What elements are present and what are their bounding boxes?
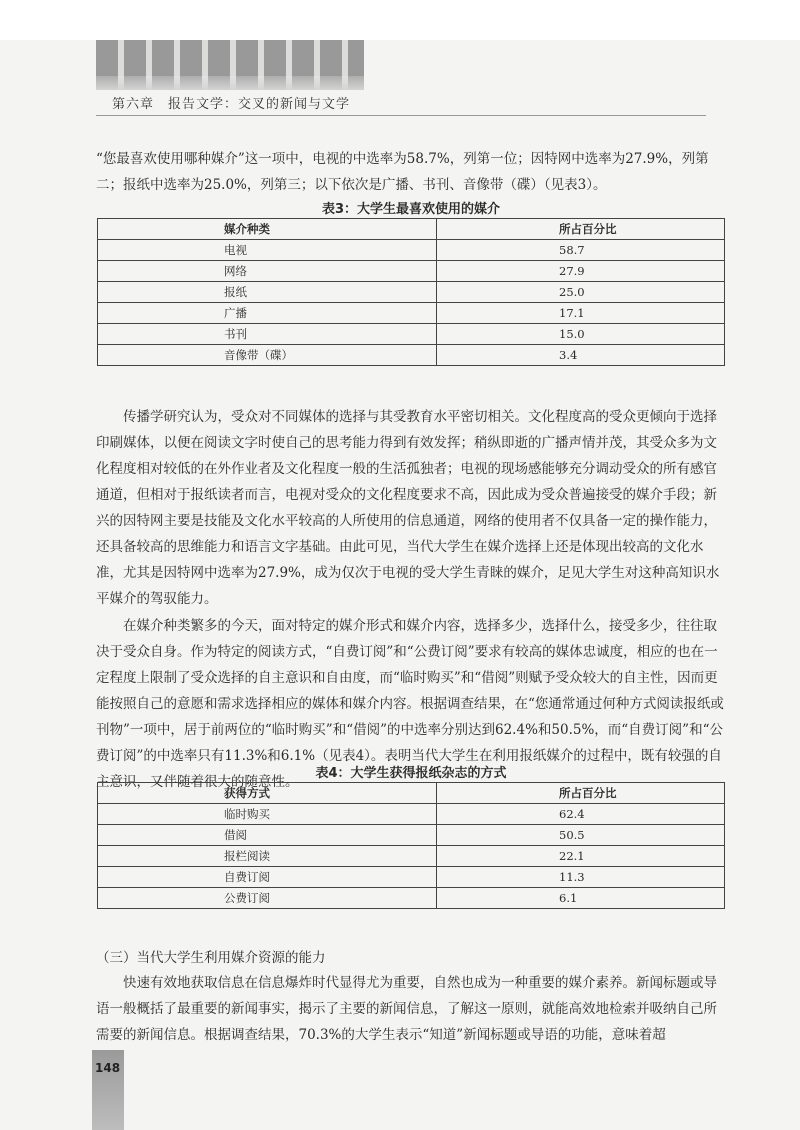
table-cell: 11.3 — [437, 867, 725, 888]
table-cell: 临时购买 — [98, 804, 437, 825]
paragraph-intro: “您最喜欢使用哪种媒介”这一项中，电视的中选率为58.7%，列第一位；因特网中选率为27.9%，列第二；报纸中选率为25.0%，列第三；以下依次是广播、书刊、音像带（碟）（见表3）。 — [96, 151, 709, 193]
column-header: 媒介种类 — [98, 219, 437, 240]
table-cell: 广播 — [98, 303, 437, 324]
table3-caption: 表3：大学生最喜欢使用的媒介 — [321, 202, 501, 217]
table4-caption: 表4：大学生获得报纸杂志的方式 — [315, 766, 507, 781]
table-cell: 书刊 — [98, 324, 437, 345]
table-row — [98, 867, 725, 888]
table-cell: 借阅 — [98, 825, 437, 846]
table-cell: 17.1 — [437, 303, 725, 324]
table-row — [98, 846, 725, 867]
table-cell: 50.5 — [437, 825, 725, 846]
table-row — [98, 303, 725, 324]
table-row — [98, 804, 725, 825]
column-header: 所占百分比 — [437, 783, 725, 804]
table-header-row — [98, 783, 725, 804]
table-cell: 6.1 — [437, 888, 725, 909]
table3 — [97, 218, 725, 366]
table-cell: 公费订阅 — [98, 888, 437, 909]
table-cell: 报纸 — [98, 282, 437, 303]
page-number: 148 — [95, 1061, 121, 1075]
table-cell: 58.7 — [437, 240, 725, 261]
table-row — [98, 825, 725, 846]
table-cell: 网络 — [98, 261, 437, 282]
table-cell: 15.0 — [437, 324, 725, 345]
table-cell: 25.0 — [437, 282, 725, 303]
table-cell: 62.4 — [437, 804, 725, 825]
table-cell: 报栏阅读 — [98, 846, 437, 867]
table-cell: 3.4 — [437, 345, 725, 366]
header-rule — [96, 115, 706, 116]
table-cell: 电视 — [98, 240, 437, 261]
table-header-row — [98, 219, 725, 240]
table-row — [98, 888, 725, 909]
table-cell: 27.9 — [437, 261, 725, 282]
table-row — [98, 240, 725, 261]
table-row — [98, 282, 725, 303]
paragraph-media-choice: 传播学研究认为，受众对不同媒体的选择与其受教育水平密切相关。文化程度高的受众更倾向于选择印刷媒体，以便在阅读文字时使自己的思考能力得到有效发挥；稍纵即逝的广播声情并茂，其受众多为文化程度相对较低的在外作业者及文化程度一般的生活孤独者；电视的现场感能够充分调动受众的所有感官通道，但相对于报纸读者而言，电视对受众的文化程度要求不高，因此成为受众普遍接受的媒介手段；新兴的因特网主要是技能及文化水平较高的人所使用的信息通道，网络的使用者不仅具备一定的操作能力，还具备较高的思维能力和语言文字基础。由此可见，当代大学生在媒介选择上还是体现出较高的文化水准，尤其是因特网中选率为27.9%，成为仅次于电视的受大学生青睐的媒介，足见大学生对这种高知识水平媒介的驾驭能力。 — [96, 409, 720, 607]
table-cell: 音像带（碟） — [98, 345, 437, 366]
column-header: 所占百分比 — [437, 219, 725, 240]
table-row — [98, 345, 725, 366]
table-cell: 自费订阅 — [98, 867, 437, 888]
table-row — [98, 324, 725, 345]
paragraph-media-resources: 快速有效地获取信息在信息爆炸时代显得尤为重要，自然也成为一种重要的媒介素养。新闻标题或导语一般概括了最重要的新闻事实，揭示了主要的新闻信息，了解这一原则，就能高效地检索并吸纳自己所需要的新闻信息。根据调查结果，70.3%的大学生表示“知道”新闻标题或导语的功能，意味着超 — [96, 975, 717, 1043]
top-margin — [0, 0, 800, 40]
column-header: 获得方式 — [98, 783, 437, 804]
table4 — [97, 782, 725, 909]
table-row — [98, 261, 725, 282]
section-heading: （三）当代大学生利用媒介资源的能力 — [96, 950, 326, 966]
table-cell: 22.1 — [437, 846, 725, 867]
paragraph-reading-mode: 在媒介种类繁多的今天，面对特定的媒介形式和媒介内容，选择多少，选择什么，接受多少，往往取决于受众自身。作为特定的阅读方式，“自费订阅”和“公费订阅”要求有较高的媒体忠诚度，相应的也在一定程度上限制了受众选择的自主意识和自由度，而“临时购买”和“借阅”则赋予受众较大的自主性，因而更能按照自己的意愿和需求选择相应的媒体和媒介内容。根据调查结果，在“您通常通过何种方式阅读报纸或刊物”一项中，居于前两位的“临时购买”和“借阅”的中选率分别达到62.4%和50.5%，而“自费订阅”和“公费订阅”的中选率只有11.3%和6.1%（见表4）。表明当代大学生在利用报纸媒介的过程中，既有较强的自主意识，又伴随着很大的随意性。 — [96, 618, 724, 790]
chapter-title: 第六章 报告文学：交叉的新闻与文学 — [112, 97, 351, 112]
chapter-header-decoration — [96, 40, 364, 90]
